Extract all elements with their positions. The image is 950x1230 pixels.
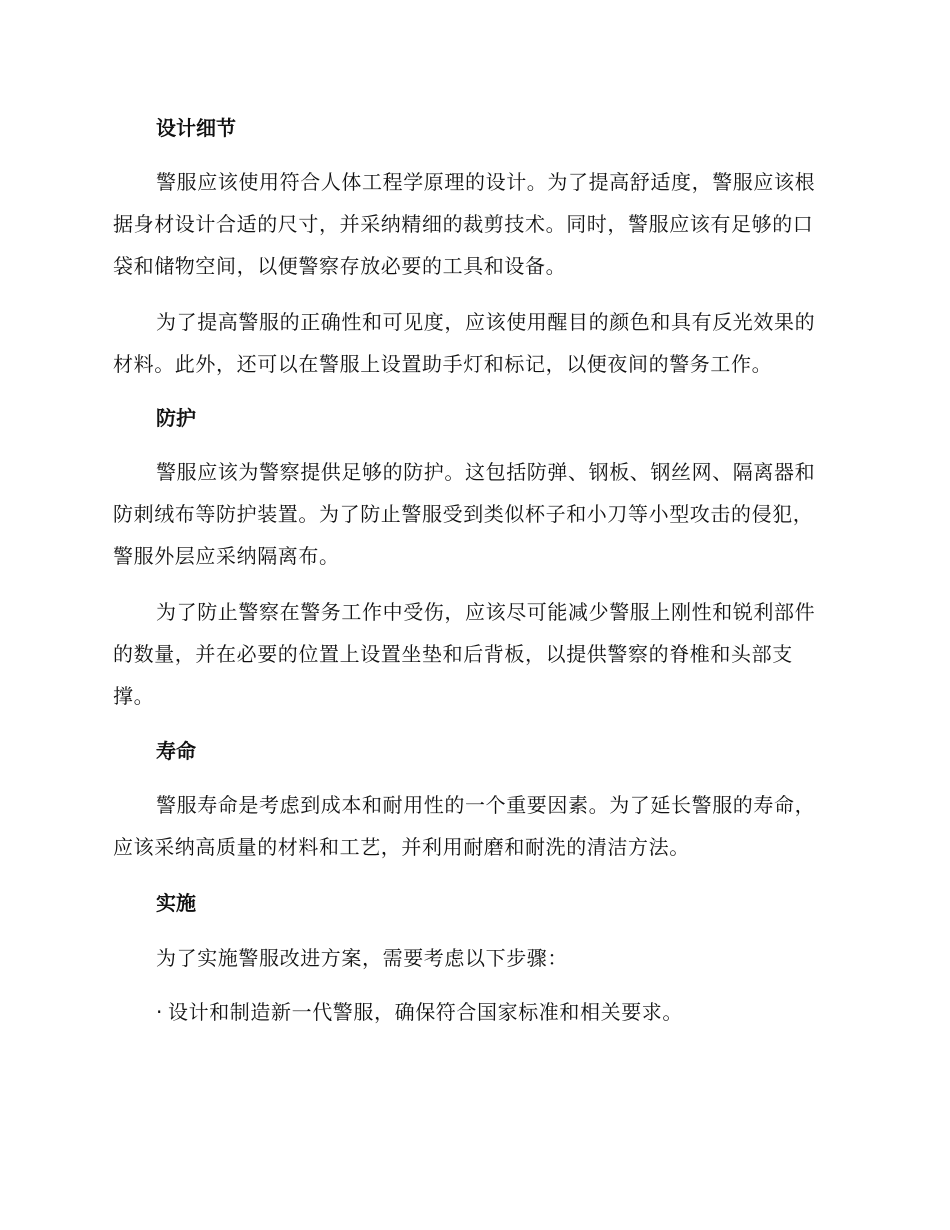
section-heading-lifespan: 寿命 (156, 739, 196, 763)
paragraph-lifespan-1: 警服寿命是考虑到成本和耐用性的一个重要因素。为了延长警服的寿命，应该采纳高质量的材料和工艺，并利用耐磨和耐洗的清洁方法。 (113, 793, 816, 859)
paragraph-protection-2: 为了防止警察在警务工作中受伤，应该尽可能减少警服上刚性和锐利部件的数量，并在必要的位置上设置坐垫和后背板，以提供警察的脊椎和头部支撑。 (113, 600, 816, 708)
paragraph-design-1: 警服应该使用符合人体工程学原理的设计。为了提高舒适度，警服应该根据身材设计合适的尺寸，并采纳精细的裁剪技术。同时，警服应该有足够的口袋和储物空间，以便警察存放必要的工具和设备。 (113, 170, 816, 278)
bullet-icon: · (156, 1000, 163, 1024)
paragraph-protection-1: 警服应该为警察提供足够的防护。这包括防弹、钢板、钢丝网、隔离器和防刺绒布等防护装置。为了防止警服受到类似杯子和小刀等小型攻击的侵犯，警服外层应采纳隔离布。 (113, 460, 816, 568)
paragraph-design-2: 为了提高警服的正确性和可见度，应该使用醒目的颜色和具有反光效果的材料。此外，还可以在警服上设置助手灯和标记，以便夜间的警务工作。 (113, 310, 816, 376)
section-heading-implementation: 实施 (156, 891, 196, 915)
section-heading-design-details: 设计细节 (156, 116, 236, 140)
section-heading-protection: 防护 (156, 406, 196, 430)
list-item (156, 997, 683, 1027)
implementation-intro: 为了实施警服改进方案，需要考虑以下步骤： (156, 946, 568, 970)
list-item-text: 设计和制造新一代警服，确保符合国家标准和相关要求。 (168, 1000, 683, 1024)
